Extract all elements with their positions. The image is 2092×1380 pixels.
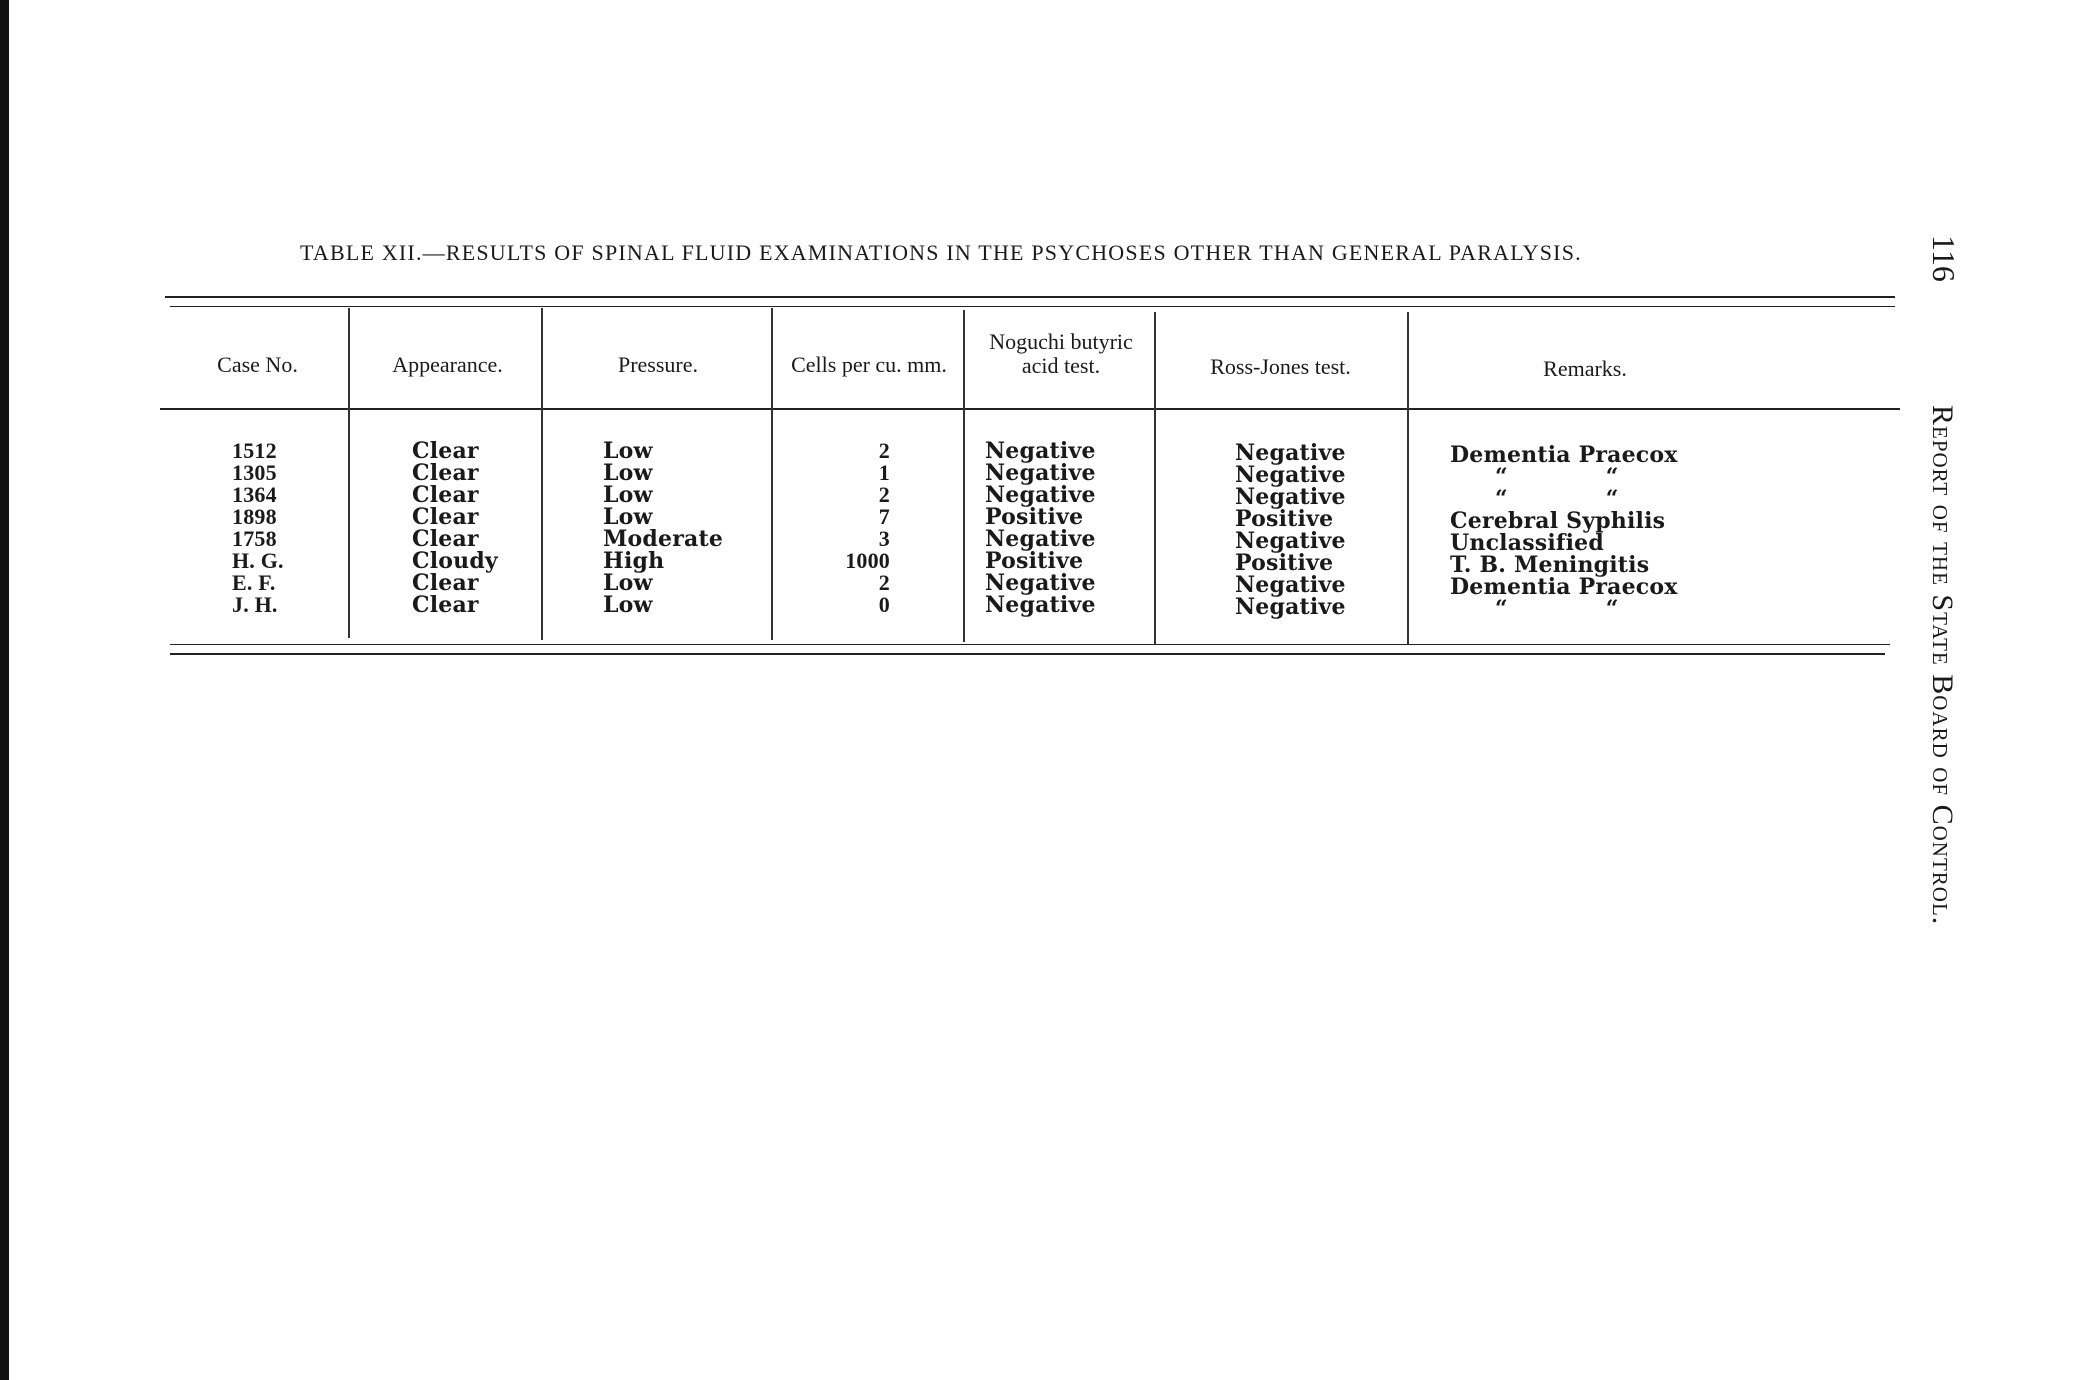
cell-remarks: Dementia Praecox <box>1450 574 1678 600</box>
cell-pressure: Low <box>603 592 653 618</box>
cell-appearance: Clear <box>412 438 479 464</box>
column-appearance <box>412 440 532 616</box>
header-rule <box>160 408 1900 410</box>
cell-pressure: High <box>603 548 665 574</box>
cell-cells: 0 <box>878 592 890 617</box>
cell-case-no: J. H. <box>232 592 278 617</box>
bottom-rule-2 <box>170 653 1885 655</box>
cell-ross-jones: Negative <box>1235 572 1346 598</box>
bottom-rule <box>170 644 1890 645</box>
cell-noguchi: Positive <box>985 548 1084 574</box>
cell-appearance: Clear <box>412 482 479 508</box>
cell-remarks: Dementia Praecox <box>1450 442 1678 468</box>
cell-ross-jones: Negative <box>1235 594 1346 620</box>
cell-pressure: Moderate <box>603 526 724 552</box>
header-case-no: Case No. <box>217 352 298 377</box>
cell-appearance: Cloudy <box>412 548 498 574</box>
cell-appearance: Clear <box>412 460 479 486</box>
cell-cells: 2 <box>878 570 890 595</box>
cell-noguchi: Positive <box>985 504 1084 530</box>
cell-case-no: 1364 <box>232 482 277 507</box>
table-title: TABLE XII.—RESULTS OF SPINAL FLUID EXAMINATIONS IN THE PSYCHOSES OTHER THAN GENERAL PARALYSIS. <box>300 240 1582 265</box>
cell-cells: 2 <box>878 438 890 463</box>
cell-remarks: Unclassified <box>1450 530 1604 556</box>
header-pressure: Pressure. <box>617 352 699 377</box>
cell-ross-jones: Positive <box>1235 550 1334 576</box>
cell-pressure: Low <box>603 438 653 464</box>
col-divider-3 <box>771 308 773 640</box>
cell-ross-jones: Negative <box>1235 528 1346 554</box>
header-noguchi <box>966 330 1156 378</box>
cell-appearance: Clear <box>412 504 479 530</box>
cell-noguchi: Negative <box>985 526 1096 552</box>
cell-pressure: Low <box>603 460 653 486</box>
cell-noguchi: Negative <box>985 482 1096 508</box>
cell-noguchi: Negative <box>985 592 1096 618</box>
cell-case-no: E. F. <box>232 570 276 595</box>
header-noguchi-line2: acid test. <box>1021 353 1101 378</box>
cell-case-no: H. G. <box>232 548 284 573</box>
cell-appearance: Clear <box>412 570 479 596</box>
cell-noguchi: Negative <box>985 570 1096 596</box>
column-pressure <box>603 440 753 616</box>
cell-cells: 7 <box>878 504 890 529</box>
header-noguchi-line1: Noguchi butyric <box>989 329 1133 354</box>
col-divider-6 <box>1407 312 1409 644</box>
cell-cells: 1 <box>878 460 890 485</box>
column-ross-jones <box>1235 442 1385 618</box>
cell-remarks: “ “ <box>1495 486 1619 512</box>
top-rule <box>165 296 1895 298</box>
header-ross-jones: Ross-Jones test. <box>1210 354 1351 379</box>
page-number: 116 <box>1926 235 1962 282</box>
cell-noguchi: Negative <box>985 460 1096 486</box>
cell-remarks: Cerebral Syphilis <box>1450 508 1666 534</box>
cell-remarks: T. B. Meningitis <box>1450 552 1650 578</box>
cell-noguchi: Negative <box>985 438 1096 464</box>
column-noguchi <box>985 440 1135 616</box>
cell-ross-jones: Negative <box>1235 484 1346 510</box>
cell-case-no: 1512 <box>232 438 277 463</box>
running-head: Report of the State Board of Control. <box>1926 405 1959 926</box>
header-appearance: Appearance. <box>392 352 503 377</box>
cell-cells: 2 <box>878 482 890 507</box>
cell-case-no: 1758 <box>232 526 277 551</box>
column-case-no <box>232 440 322 616</box>
column-cells <box>820 440 890 616</box>
cell-ross-jones: Negative <box>1235 440 1346 466</box>
cell-pressure: Low <box>603 482 653 508</box>
cell-remarks: “ “ <box>1495 464 1619 490</box>
cell-pressure: Low <box>603 504 653 530</box>
cell-case-no: 1305 <box>232 460 277 485</box>
cell-pressure: Low <box>603 570 653 596</box>
col-divider-2 <box>541 308 543 640</box>
header-cells: Cells per cu. mm. <box>791 352 947 377</box>
cell-case-no: 1898 <box>232 504 277 529</box>
cell-cells: 1000 <box>845 548 890 573</box>
col-divider-1 <box>348 308 350 638</box>
top-rule-2 <box>170 306 1895 307</box>
cell-ross-jones: Negative <box>1235 462 1346 488</box>
scan-left-edge <box>0 0 9 1380</box>
cell-appearance: Clear <box>412 526 479 552</box>
column-remarks <box>1450 444 1710 620</box>
cell-ross-jones: Positive <box>1235 506 1334 532</box>
cell-remarks: “ “ <box>1495 596 1619 622</box>
cell-cells: 3 <box>878 526 890 551</box>
header-remarks: Remarks. <box>1543 356 1627 381</box>
cell-appearance: Clear <box>412 592 479 618</box>
